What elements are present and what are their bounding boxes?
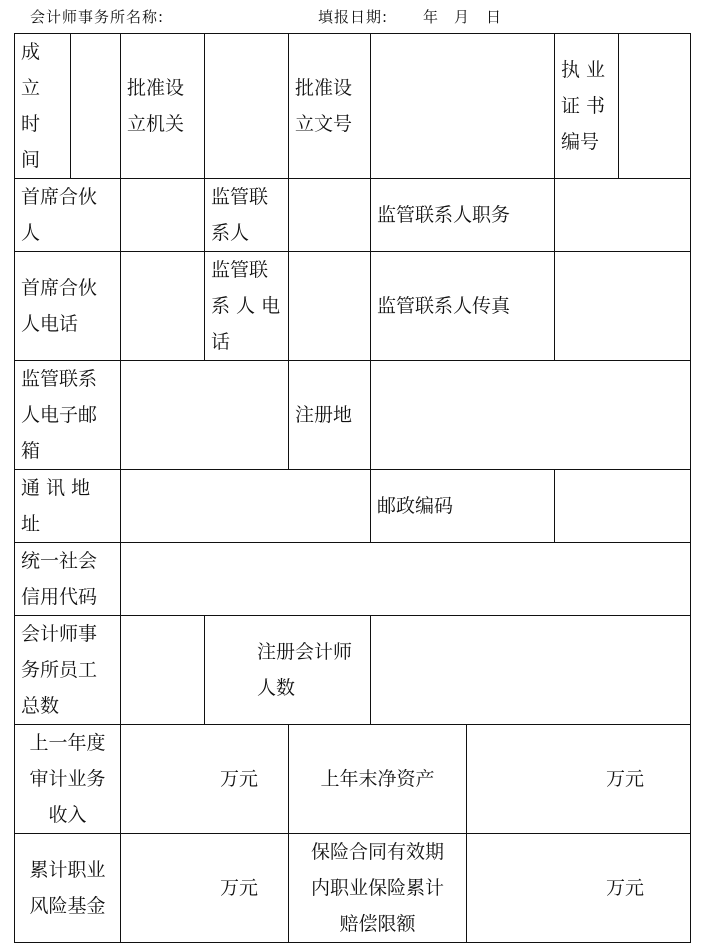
- staff-total-value-cell[interactable]: [121, 616, 205, 725]
- chief-partner-value-cell[interactable]: [121, 179, 205, 252]
- reg-contact-email-label: 监管联系 人电子邮 箱: [15, 361, 121, 470]
- reg-contact-label: 监管联 系人: [205, 179, 289, 252]
- risk-fund-unit: 万元: [121, 834, 289, 943]
- established-label: 成 立 时 间: [15, 34, 71, 179]
- date-day-label: 日: [486, 8, 503, 26]
- reg-contact-email-value-cell[interactable]: [121, 361, 289, 470]
- address-label: 通 讯 地 址: [15, 470, 121, 543]
- cpa-count-label: 注册会计师 人数: [205, 616, 371, 725]
- firm-name-label: 会计师事务所名称:: [30, 8, 165, 26]
- approval-doc-no-label: 批准设 立文号: [289, 34, 371, 179]
- reg-contact-title-value-cell[interactable]: [555, 179, 691, 252]
- reg-contact-fax-label: 监管联系人传真: [371, 252, 555, 361]
- approval-authority-value-cell[interactable]: [205, 34, 289, 179]
- reg-contact-fax-value-cell[interactable]: [555, 252, 691, 361]
- date-year-label: 年: [423, 8, 440, 26]
- approval-authority-label: 批准设 立机关: [121, 34, 205, 179]
- address-value-cell[interactable]: [121, 470, 371, 543]
- insurance-limit-unit: 万元: [467, 834, 691, 943]
- credit-code-label: 统一社会 信用代码: [15, 543, 121, 616]
- audit-income-unit: 万元: [121, 725, 289, 834]
- license-no-value-cell[interactable]: [619, 34, 691, 179]
- net-assets-unit: 万元: [467, 725, 691, 834]
- audit-income-label: 上一年度 审计业务 收入: [15, 725, 121, 834]
- postcode-label: 邮政编码: [371, 470, 555, 543]
- registered-place-value-cell[interactable]: [371, 361, 691, 470]
- reg-contact-phone-value-cell[interactable]: [289, 252, 371, 361]
- reg-contact-title-label: 监管联系人职务: [371, 179, 555, 252]
- reg-contact-value-cell[interactable]: [289, 179, 371, 252]
- registered-place-label: 注册地: [289, 361, 371, 470]
- risk-fund-label: 累计职业 风险基金: [15, 834, 121, 943]
- chief-partner-label: 首席合伙 人: [15, 179, 121, 252]
- insurance-limit-label: 保险合同有效期 内职业保险累计 赔偿限额: [289, 834, 467, 943]
- approval-doc-no-value-cell[interactable]: [371, 34, 555, 179]
- firm-info-form: [14, 33, 691, 943]
- reg-contact-phone-label: 监管联 系 人 电 话: [205, 252, 289, 361]
- date-month-label: 月: [454, 8, 471, 26]
- chief-partner-phone-label: 首席合伙 人电话: [15, 252, 121, 361]
- net-assets-label: 上年末净资产: [289, 725, 467, 834]
- established-value-cell[interactable]: [71, 34, 121, 179]
- fill-date-label: 填报日期:: [318, 8, 389, 26]
- credit-code-value-cell[interactable]: [121, 543, 691, 616]
- license-no-label: 执 业 证 书 编号: [555, 34, 619, 179]
- postcode-value-cell[interactable]: [555, 470, 691, 543]
- chief-partner-phone-value-cell[interactable]: [121, 252, 205, 361]
- staff-total-label: 会计师事 务所员工 总数: [15, 616, 121, 725]
- cpa-count-value-cell[interactable]: [371, 616, 691, 725]
